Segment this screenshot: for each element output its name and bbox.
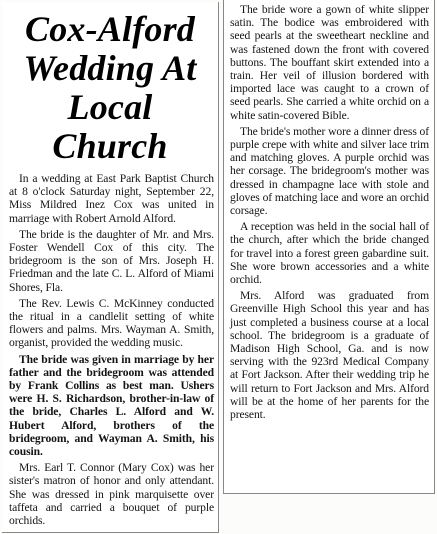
paragraph-reception: A reception was held in the social hall of the church, after which the bride changed for travel into a forest green gabardine suit. She wore brown accessories and a white orchid.: [230, 220, 429, 287]
paragraph-couple-background: Mrs. Alford was graduated from Greenville High School this year and has just completed a business course at a local school. The bridegroom is a graduate of Madison High School, Ga. and is now serving with the 923rd Medical Company at Fort Jackson. After their wedding trip he will return to Fort Jackson and Mrs. Alford will be at the home of her parents for the present.: [230, 289, 429, 422]
right-body: [224, 0, 434, 421]
headline-line-2: Wedding At: [23, 48, 197, 88]
headline: [6, 10, 214, 166]
left-body: [2, 172, 218, 527]
paragraph-ceremony: The Rev. Lewis C. McKinney conducted the ritual in a candlelit setting of white flowers and palms. Mrs. Wayman A. Smith, organist, provided the wedding music.: [9, 296, 214, 350]
headline-line-3: Local Church: [52, 87, 168, 166]
article-column-left: [2, 2, 219, 533]
paragraph-matron-of-honor: Mrs. Earl T. Connor (Mary Cox) was her sister's matron of honor and only attendant. She was dressed in pink marquisette over taffeta and carried a bouquet of purple orchids.: [9, 461, 214, 528]
headline-line-1: Cox-Alford: [24, 9, 195, 49]
article-column-right: [223, 0, 435, 494]
paragraph-wedding-intro: In a wedding at East Park Baptist Church at 8 o'clock Saturday night, September 22, Miss Mildred Inez Cox was united in marriage with Robert Arnold Alford.: [9, 172, 214, 225]
paragraph-bride-gown: The bride wore a gown of white slipper satin. The bodice was embroidered with seed pearls at the sweetheart neckline and was fastened down the front with covered buttons. The bouffant skirt extended into a train. Her veil of illusion bordered with imported lace was caught to a crown of seed pearls. She carried a white orchid on a white satin-covered Bible.: [230, 3, 429, 122]
paragraph-wedding-party: The bride was given in marriage by her father and the bridegroom was attended by Frank Collins as best man. Ushers were H. S. Richardson, brother-in-law of the bride, Charles L. Alford and W. Hubert Alford, brothers of the bridegroom, and Wayman A. Smith, his cousin.: [9, 352, 214, 459]
paragraph-mothers-attire: The bride's mother wore a dinner dress of purple crepe with white and silver lace trim and matching gloves. A purple orchid was her corsage. The bridegroom's mother was dressed in champagne lace with stole and gloves of matching lace and wore an orchid corsage.: [230, 124, 429, 218]
paragraph-parents: The bride is the daughter of Mr. and Mrs. Foster Wendell Cox of this city. The bridegroom is the son of Mrs. Joseph H. Friedman and the late C. L. Alford of Miami Shores, Fla.: [9, 227, 214, 294]
